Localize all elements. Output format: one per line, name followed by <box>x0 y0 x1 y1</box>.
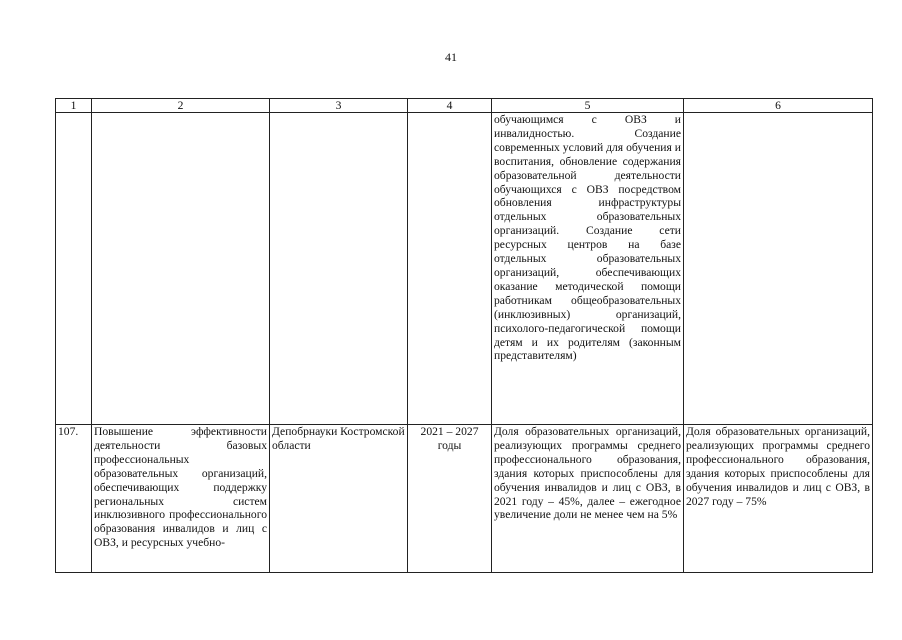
measures-table <box>55 98 873 573</box>
column-header: 6 <box>684 99 873 113</box>
table-cell-description: обучающимся с ОВЗ и инвалидностью. Создание современных условий для обучения и воспитания, обновление содержания образовательной деятельности обучающихся с ОВЗ посредством обновления инфраструктуры отдельных образовательных организаций. Создание сети ресурсных центров на базе отдельных образовательных организаций, обеспечивающих оказание методической помощи работникам общеобразовательных (инклюзивных) организаций, психолого-педагогической помощи детям и их родителям (законным представителям) <box>492 113 684 425</box>
page-number: 41 <box>445 50 457 64</box>
table-cell <box>408 113 492 425</box>
column-header: 4 <box>408 99 492 113</box>
column-header: 5 <box>492 99 684 113</box>
table-row-continued <box>56 113 873 425</box>
result-cell: Доля образовательных организаций, реализующих программы среднего профессионального образования, здания которых приспособлены для обучения инвалидов и лиц с ОВЗ, в 2027 году – 75% <box>684 425 873 573</box>
executor-cell: Депобрнауки Костромской области <box>270 425 408 573</box>
table-cell <box>684 113 873 425</box>
period-cell: 2021 – 2027 годы <box>408 425 492 573</box>
column-header: 2 <box>92 99 270 113</box>
table-header-row <box>56 99 873 113</box>
column-header: 1 <box>56 99 92 113</box>
indicator-cell: Доля образовательных организаций, реализующих программы среднего профессионального образования, здания которых приспособлены для обучения инвалидов и лиц с ОВЗ, в 2021 году – 45%, далее – ежегодное увеличение доли не менее чем на 5% <box>492 425 684 573</box>
row-number: 107. <box>56 425 92 573</box>
measure-cell: Повышение эффективности деятельности базовых профессиональных образовательных организаций, обеспечивающих поддержку региональных систем инклюзивного профессионального образования инвалидов и лиц с ОВЗ, и ресурсных учебно- <box>92 425 270 573</box>
table-row-107 <box>56 425 873 573</box>
table-cell <box>270 113 408 425</box>
column-header: 3 <box>270 99 408 113</box>
table-cell <box>56 113 92 425</box>
table-cell <box>92 113 270 425</box>
